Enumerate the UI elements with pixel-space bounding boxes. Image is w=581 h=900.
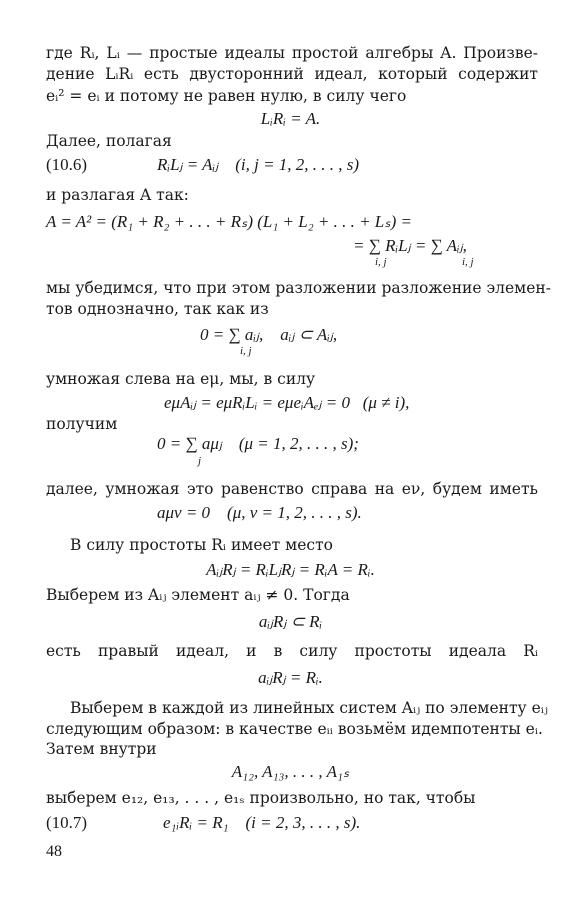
equation: A₁₂, A₁₃, . . . , A₁ₛ [231,762,350,781]
equation-label: (10.7) [46,813,88,832]
equation: eμAᵢⱼ = eμRᵢLᵢ = eμeᵢAₑⱼ = 0 (μ ≠ i), [164,393,410,412]
equation: LᵢRᵢ = A. [260,109,321,128]
equation-label: (10.6) [46,155,88,174]
sum-subscript: i, j [240,345,252,357]
equation: aμν = 0 (μ, ν = 1, 2, . . . , s). [157,503,362,522]
text-line: выберем e₁₂, e₁₃, . . . , e₁ₛ произвольно, но так, чтобы [46,789,476,807]
text-line: мы убедимся, что при этом разложении разложение элемен- [46,279,551,297]
equation: 0 = ∑ aᵢⱼ, aᵢⱼ ⊂ Aᵢⱼ, [200,325,338,344]
text-line: В силу простоты Rᵢ имеет место [70,536,334,554]
page-number: 48 [46,843,62,860]
text-line: Затем внутри [46,740,157,758]
text-line: Далее, полагая [46,132,172,150]
text-line: далее, умножая это равенство справа на eν, будем иметь [46,480,538,498]
equation: 0 = ∑ aμⱼ (μ = 1, 2, . . . , s); [157,434,359,453]
equation: RᵢLⱼ = Aᵢⱼ (i, j = 1, 2, . . . , s) [157,155,360,174]
equation: AᵢⱼRⱼ = RᵢLⱼRⱼ = RᵢA = Rᵢ. [206,560,375,579]
sum-subscript: i, j [462,256,474,268]
text-line: получим [46,415,118,433]
equation: e₁ᵢRᵢ = R₁ (i = 2, 3, . . . , s). [163,813,361,832]
text-line: eᵢ² = eᵢ и потому не равен нулю, в силу чего [46,87,407,105]
equation: = ∑ RᵢLⱼ = ∑ Aᵢⱼ, [353,236,467,255]
text-line: где Rᵢ, Lᵢ — простые идеалы простой алгебры A. Произве- [46,44,538,62]
text-line: тов однозначно, так как из [46,300,269,318]
equation: A = A² = (R₁ + R₂ + . . . + Rₛ) (L₁ + L₂ + . . . + Lₛ) = [46,212,412,231]
text-line: умножая слева на eμ, мы, в силу [46,370,316,388]
text-line: и разлагая A так: [46,186,189,204]
sum-subscript: i, j [375,256,387,268]
equation: aᵢⱼRⱼ = Rᵢ. [258,668,323,687]
text-line: есть правый идеал, и в силу простоты идеала Rᵢ [46,642,538,660]
equation: aᵢⱼRⱼ ⊂ Rᵢ [258,612,323,631]
text-line: следующим образом: в качестве eᵢᵢ возьмём идемпотенты eᵢ. [46,720,543,738]
text-line: Выберем в каждой из линейных систем Aᵢⱼ по элементу eᵢⱼ [70,699,548,717]
text-line: Выберем из Aᵢⱼ элемент aᵢⱼ ≠ 0. Тогда [46,586,350,604]
text-line: дение LᵢRᵢ есть двусторонний идеал, который содержит [46,65,538,83]
sum-subscript: j [198,455,202,467]
